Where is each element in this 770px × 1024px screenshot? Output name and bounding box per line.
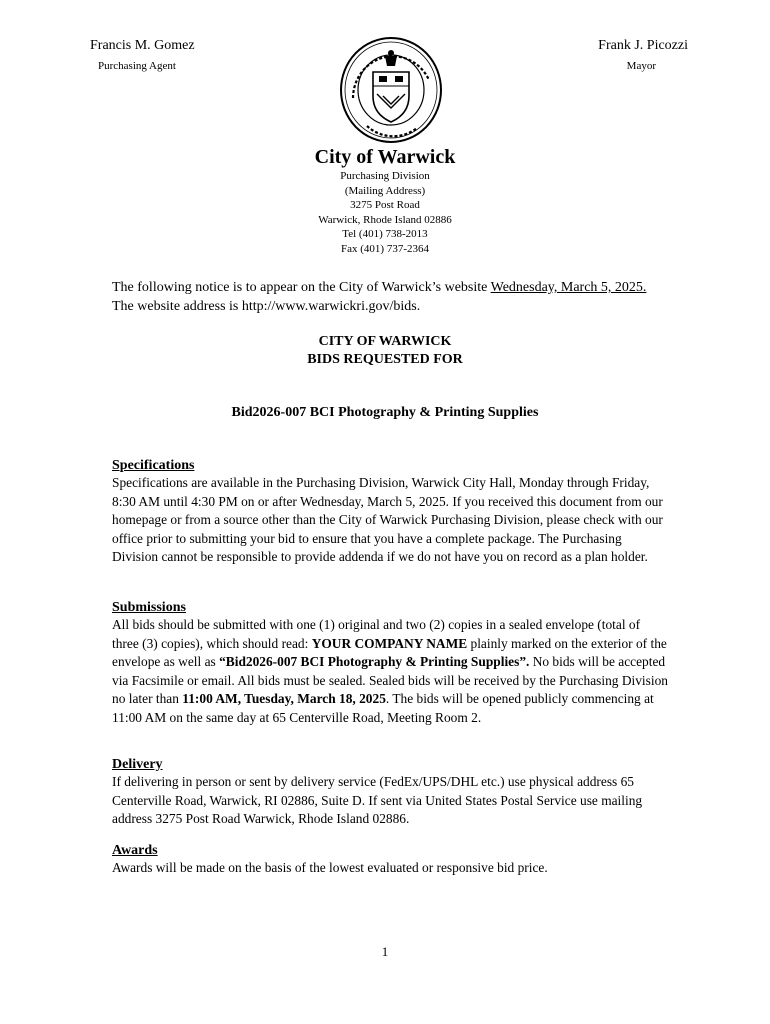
division-line: Purchasing Division [340, 170, 430, 182]
submissions-text-1: All bids should be submitted with one (1) original and two (2) copies in a sealed envelope (total of three (3) copies), which should read: [112, 617, 641, 651]
mayor-title: Mayor [626, 60, 656, 72]
bid-deadline: 11:00 AM, Tuesday, March 18, 2025 [182, 691, 386, 707]
submissions-text-4: . The bids will be opened publicly commencing at 11:00 AM on the same day at 65 Centerville Road, Meeting Room 2. [112, 691, 654, 725]
notice-date: Wednesday, March 5, 2025. [490, 280, 647, 295]
company-name-placeholder: YOUR COMPANY NAME [311, 635, 468, 651]
delivery-heading: Delivery [112, 757, 163, 772]
awards-text: Awards will be made on the basis of the lowest evaluated or responsive bid price. [112, 860, 548, 875]
notice-intro: The following notice is to appear on the City of Warwick’s website [112, 280, 491, 295]
mailing-address-label: (Mailing Address) [344, 184, 426, 197]
notice-paragraph [112, 278, 668, 316]
heading-line-1: CITY OF WARWICK [318, 334, 452, 349]
notice-website: The website address is http://www.warwickri.gov/bids. [112, 299, 421, 314]
page-number: 1 [381, 944, 389, 959]
city-seal-icon [339, 36, 443, 144]
delivery-section [112, 756, 668, 829]
city-state-zip: Warwick, Rhode Island 02886 [318, 213, 452, 226]
purchasing-agent-name: Francis M. Gomez [90, 38, 195, 53]
submissions-text-3: No bids will be accepted via Facsimile or email. All bids must be sealed. Sealed bids will be received by the Purchasing Division no later than [112, 654, 668, 707]
submissions-heading: Submissions [112, 600, 186, 615]
fax: Fax (401) 737-2364 [341, 242, 429, 255]
specifications-section [112, 457, 668, 567]
purchasing-agent-title: Purchasing Agent [98, 60, 176, 72]
city-letterhead [0, 145, 770, 257]
delivery-text: If delivering in person or sent by delivery service (FedEx/UPS/DHL etc.) use physical address 65 Centerville Road, Warwick, RI 02886, Suite D. If sent via United States Postal Service use mailing address 3275 Post Road Warwick, Rhode Island 02886. [112, 774, 643, 827]
submissions-section [112, 599, 668, 728]
telephone: Tel (401) 738-2013 [342, 228, 428, 241]
awards-section [112, 842, 668, 878]
mayor-name: Frank J. Picozzi [598, 38, 688, 53]
city-name: City of Warwick [314, 146, 456, 168]
street-address: 3275 Post Road [350, 199, 420, 212]
specifications-heading: Specifications [112, 458, 195, 473]
submissions-text [112, 616, 668, 728]
submissions-text-2: plainly marked on the exterior of the envelope as well as [112, 635, 667, 670]
specifications-text: Specifications are available in the Purchasing Division, Warwick City Hall, Monday through Friday, 8:30 AM until 4:30 PM on or after Wednesday, March 5, 2025. If you received this document from our homepage or from a source other than the City of Warwick Purchasing Division, please check with our office prior to submitting your bid to ensure that you have a complete package. The Purchasing Division cannot be responsible to provide addenda if we do not have you on record as a plan holder. [112, 475, 663, 565]
awards-heading: Awards [112, 843, 158, 858]
bid-title: Bid2026-007 BCI Photography & Printing Supplies [231, 405, 539, 420]
envelope-label: “Bid2026-007 BCI Photography & Printing Supplies”. [219, 654, 530, 670]
heading-line-2: BIDS REQUESTED FOR [307, 352, 463, 367]
